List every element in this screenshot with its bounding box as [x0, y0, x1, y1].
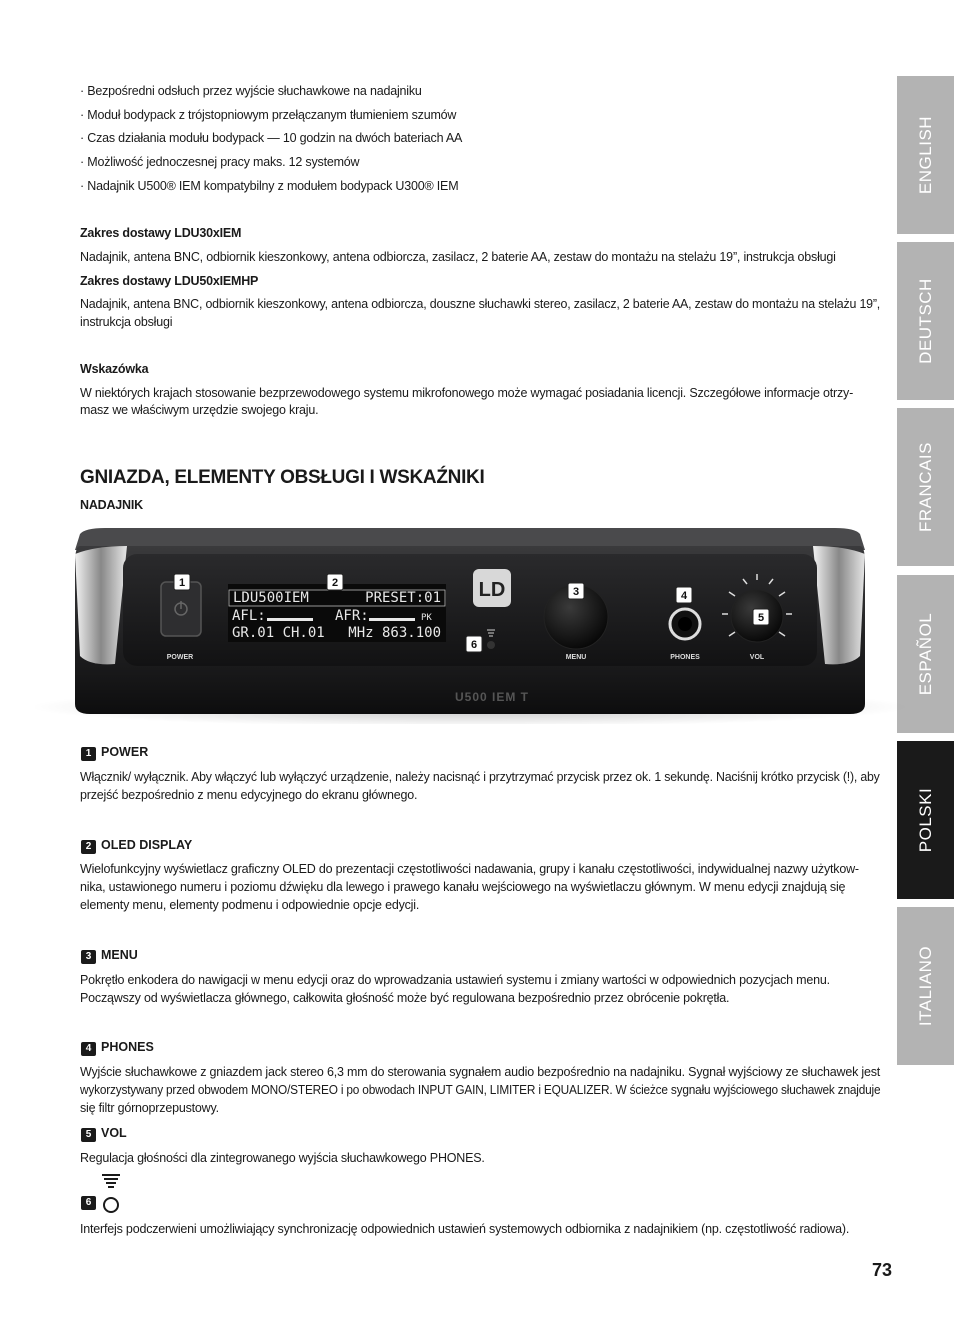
vol-label: VOL — [749, 654, 765, 661]
item-title: MENU — [101, 948, 138, 962]
page-number: 73 — [872, 1260, 893, 1280]
item-text: wykorzystywany przed obwodem MONO/STEREO i po obwodach INPUT GAIN, LIMITER i EQUALIZER. W ścieżce sygnału wyjściowego słuchawek znajduje — [80, 1083, 881, 1097]
callout-label: 4 — [680, 590, 688, 602]
item-title: VOL — [101, 1126, 127, 1140]
ir-sync-icon — [100, 1172, 122, 1214]
model-name: U500 IEM T — [454, 690, 530, 704]
device-svg — [35, 524, 905, 724]
list-item: · Bezpośredni odsłuch przez wyjście słuchawkowe na nadajniku — [80, 84, 422, 98]
item-text: Wyjście słuchawkowe z gniazdem jack stereo 6,3 mm do sterowania sygnałem audio bezpośrednio na nadajniku. Sygnał wyjściowy ze słuchawek jest — [80, 1065, 881, 1079]
tab-francais[interactable] — [897, 408, 954, 566]
item-title: OLED DISPLAY — [101, 838, 193, 852]
callout-label: 3 — [572, 586, 580, 598]
tab-espanol[interactable] — [897, 575, 954, 733]
ir-sensor — [487, 641, 495, 649]
transmitter-illustration — [35, 524, 905, 724]
item-vol-heading — [81, 1124, 127, 1142]
item-power-heading — [81, 743, 148, 761]
display-line1-right: PRESET:01 — [365, 590, 441, 606]
tab-label: ITALIANO — [915, 945, 935, 1027]
phones-label: PHONES — [670, 654, 700, 661]
tab-label: DEUTSCH — [915, 278, 935, 364]
item-number: 1 — [81, 747, 96, 761]
callout-label: 5 — [757, 612, 765, 624]
item-title: POWER — [101, 745, 149, 759]
item-menu-heading — [81, 946, 138, 964]
delivery-text: Nadajnik, antena BNC, odbiornik kieszonkowy, antena odbiorcza, douszne słuchawki stereo, zasilacz, 2 baterie AA, zestaw do montażu na stelażu 19”, — [80, 297, 881, 311]
item-number: 2 — [81, 840, 96, 854]
item-number: 6 — [81, 1196, 96, 1210]
menu-label: MENU — [565, 654, 587, 661]
item-text: elementy menu, elementy podmenu i odpowiednie opcje edycji. — [80, 898, 420, 912]
note-text: W niektórych krajach stosowanie bezprzewodowego systemu mikrofonowego może wymagać posiadania licencji. Szczegółowe informacje otrzy- — [80, 386, 854, 400]
display-line3-right: MHz 863.100 — [348, 625, 441, 641]
delivery-text: Nadajnik, antena BNC, odbiornik kieszonkowy, antena odbiorcza, zasilacz, 2 baterie AA, zestaw do montażu na stelażu 19”, instrukcja obsługi — [80, 250, 836, 264]
note-text: masz we właściwym urzędzie swojego kraju. — [80, 403, 319, 417]
tab-deutsch[interactable] — [897, 242, 954, 400]
callout-label: 2 — [331, 577, 339, 589]
item-text: nika, ustawionego numeru i poziomu dźwięku dla lewego i prawego kanału wejściowego na wyświetlaczu głównym. W menu edycji znajdują się — [80, 880, 846, 894]
tab-label: POLSKI — [915, 787, 935, 853]
logo-text: LD — [478, 579, 506, 601]
item-text: się filtr górnoprzepustowy. — [80, 1101, 219, 1115]
item-text: Począwszy od wyświetlacza głównego, całkowita głośność może być regulowana bezpośrednio przez obrócenie pokrętła. — [80, 991, 730, 1005]
item-phones-heading — [81, 1038, 154, 1056]
item-oled-heading — [81, 836, 192, 854]
power-label: POWER — [166, 654, 194, 661]
feature-list — [80, 82, 462, 200]
tab-label: ENGLISH — [915, 115, 935, 195]
tab-label: ESPAÑOL — [915, 612, 935, 696]
item-text: Wielofunkcyjny wyświetlacz graficzny OLED do prezentacji częstotliwości nadawania, grupy i kanału częstotliwości, indywidualnej nazwy użytkow- — [80, 862, 859, 876]
tab-italiano[interactable] — [897, 907, 954, 1065]
item-text: przejść bezpośrednio z menu edycyjnego do ekranu głównego. — [80, 788, 418, 802]
tab-english[interactable] — [897, 76, 954, 234]
display-afl: AFL: — [232, 608, 266, 624]
item-number: 5 — [81, 1128, 96, 1142]
item-text: Interfejs podczerwieni umożliwiający synchronizację odpowiednich ustawień systemowych odbiornika z nadajnikiem (np. częstotliwość radiowa). — [80, 1222, 850, 1236]
item-title: PHONES — [101, 1040, 154, 1054]
delivery-title: Zakres dostawy LDU30xIEM — [80, 226, 242, 240]
delivery-text: instrukcja obsługi — [80, 315, 173, 329]
list-item: · Możliwość jednoczesnej pracy maks. 12 systemów — [80, 155, 360, 170]
section-title: GNIAZDA, ELEMENTY OBSŁUGI I WSKAŹNIKI — [80, 467, 485, 488]
item-text: Włącznik/ wyłącznik. Aby włączyć lub wyłączyć urządzenie, należy nacisnąć i przytrzymać przycisk przez ok. 1 sekundę. Naciśnij krótko przycisk (!), aby — [80, 770, 880, 784]
callout-label: 1 — [178, 577, 186, 589]
item-text: Regulacja głośności dla zintegrowanego wyjścia słuchawkowego PHONES. — [80, 1151, 485, 1165]
note-title: Wskazówka — [80, 362, 149, 376]
list-item: · Nadajnik U500® IEM kompatybilny z modułem bodypack U300® IEM — [80, 178, 459, 193]
item-number: 4 — [81, 1042, 96, 1056]
display-line1-left: LDU500IEM — [233, 590, 309, 606]
item-text: Pokrętło enkodera do nawigacji w menu edycji oraz do wprowadzania ustawień systemu i zmiany wartości w odpowiednich pozycjach menu. — [80, 973, 830, 987]
tab-label: FRANCAIS — [915, 442, 935, 532]
display-afr: AFR: — [335, 608, 369, 624]
list-item: · Moduł bodypack z trójstopniowym przełączanym tłumieniem szumów — [80, 107, 457, 122]
item-ir-heading — [81, 1172, 131, 1214]
display-line3-left: GR.01 CH.01 — [232, 625, 325, 641]
tab-polski[interactable] — [897, 741, 954, 899]
callout-label: 6 — [470, 639, 478, 651]
display-pk: PK — [421, 613, 432, 623]
delivery-title: Zakres dostawy LDU50xIEMHP — [80, 274, 259, 288]
list-item: · Czas działania modułu bodypack — 10 godzin na dwóch bateriach AA — [80, 131, 463, 146]
section-subtitle: NADAJNIK — [80, 498, 143, 512]
item-number: 3 — [81, 950, 96, 964]
